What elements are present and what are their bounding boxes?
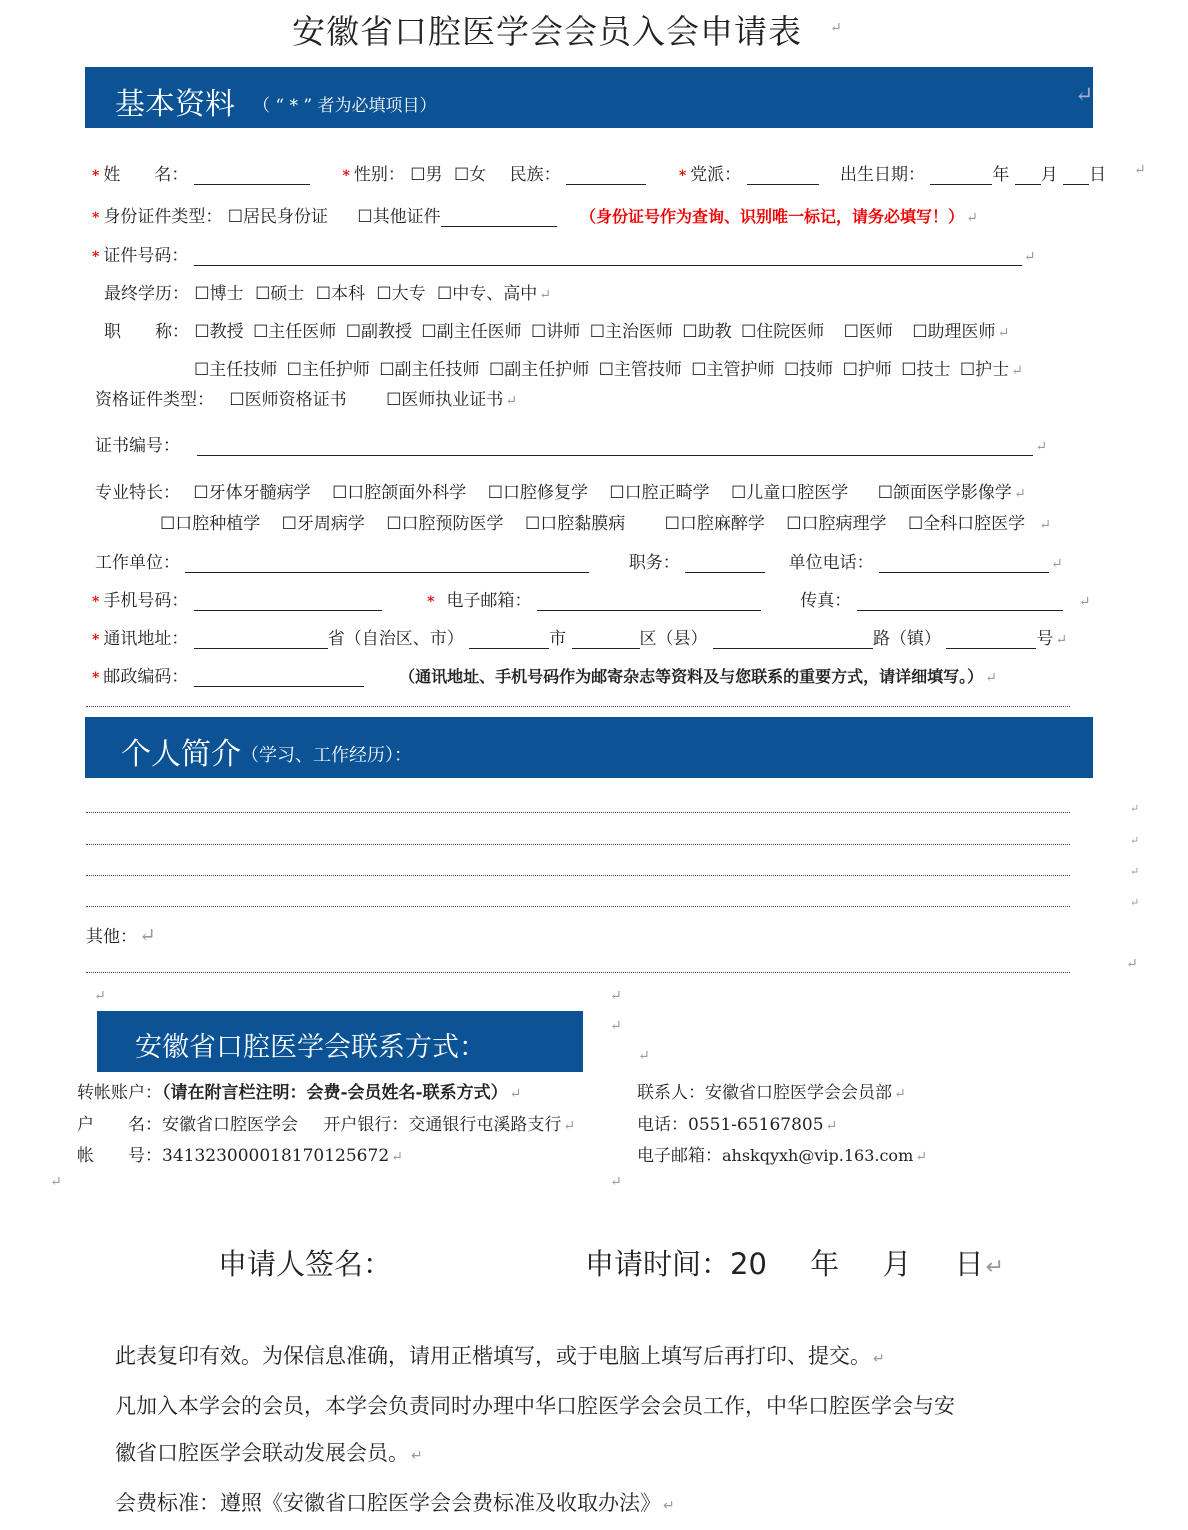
ethnicity-label: 民族： xyxy=(509,165,561,185)
id-number-label: 证件号码： xyxy=(103,246,189,266)
female-checkbox[interactable]: ☐女 xyxy=(453,165,487,185)
contact-person-row: 联系人：安徽省口腔医学会会员部 ↵ xyxy=(637,1083,906,1103)
birth-month-field[interactable] xyxy=(1015,166,1041,185)
contact-email-label: 电子邮箱： xyxy=(637,1146,722,1166)
id-type-label: 身份证件类型： xyxy=(103,207,223,227)
title-option[interactable]: ☐副主任技师 xyxy=(379,360,480,380)
education-bachelor[interactable]: ☐本科 xyxy=(315,284,365,304)
page-title: 安徽省口腔医学会会员入会申请表 xyxy=(292,12,802,51)
account-name-row: 户 名：安徽省口腔医学会 开户银行：交通银行屯溪路支行 ↵ xyxy=(77,1115,576,1135)
cert-physician-practice[interactable]: ☐医师执业证书 xyxy=(386,390,504,410)
other-id-field[interactable] xyxy=(441,208,557,227)
date-row: 申请时间：20 年 月 日↵ xyxy=(585,1247,1005,1281)
account-name: 安徽省口腔医学会 xyxy=(162,1115,298,1135)
postcode-field[interactable] xyxy=(194,668,364,687)
contact-header xyxy=(97,1011,583,1072)
education-doctor[interactable]: ☐博士 xyxy=(194,284,244,304)
transfer-row: 转帐账户：（请在附言栏注明：会费-会员姓名-联系方式） ↵ xyxy=(77,1083,522,1103)
name-label: 姓 名： xyxy=(103,165,189,185)
address-label: 通讯地址： xyxy=(103,629,189,649)
address-note: （通讯地址、手机号码作为邮寄杂志等资料及与您联系的重要方式，请详细填写。） xyxy=(399,667,984,686)
education-secondary[interactable]: ☐中专、高中 xyxy=(437,284,538,304)
month-label: 月 xyxy=(1040,165,1058,185)
year-label: 年 xyxy=(992,165,1010,185)
row-specialty-2: ☐口腔种植学 ☐牙周病学 ☐口腔预防医学 ☐口腔黏膜病 ☐口腔麻醉学 ☐口腔病理学 ☐全科口腔医学 ↵ xyxy=(160,514,1051,534)
gender-label: 性别： xyxy=(353,165,405,185)
title-option[interactable]: ☐讲师 xyxy=(531,322,581,342)
account-number: 341323000018170125672 xyxy=(162,1146,390,1166)
title-option[interactable]: ☐助理医师 xyxy=(912,322,996,342)
row-cert-number: 证书编号： ↵ xyxy=(95,436,1048,456)
specialty-option[interactable]: ☐全科口腔医学 xyxy=(907,514,1026,534)
education-label: 最终学历： xyxy=(104,284,189,304)
district-label: 区（县） xyxy=(639,629,708,649)
year-label: 年 xyxy=(810,1247,840,1281)
city-field[interactable] xyxy=(469,630,549,649)
birth-day-field[interactable] xyxy=(1063,166,1089,185)
transfer-label: 转帐账户： xyxy=(77,1083,162,1103)
city-label: 市 xyxy=(549,629,567,649)
account-number-label: 帐 号： xyxy=(77,1146,162,1166)
district-field[interactable] xyxy=(572,630,640,649)
section-header-profile xyxy=(85,717,1093,778)
row-postcode: * 邮政编码： （通讯地址、手机号码作为邮寄杂志等资料及与您联系的重要方式，请详细填写。） ↵ xyxy=(92,667,997,687)
row-address: * 通讯地址： 省（自治区、市） 市 区（县） 路（镇） 号 ↵ xyxy=(92,629,1068,649)
contact-person-label: 联系人： xyxy=(637,1083,705,1103)
bank-name: 交通银行屯溪路支行 xyxy=(408,1115,562,1135)
cert-type-label: 资格证件类型： xyxy=(95,390,214,410)
day-label: 日 xyxy=(954,1247,984,1281)
other-label: 其他： xyxy=(86,927,137,947)
workplace-field[interactable] xyxy=(185,554,589,573)
title-option[interactable]: ☐教授 xyxy=(194,322,244,342)
party-label: 党派： xyxy=(690,165,742,185)
title-option[interactable]: ☐主管护师 xyxy=(691,360,775,380)
work-phone-field[interactable] xyxy=(879,554,1049,573)
title-option[interactable]: ☐副主任护师 xyxy=(488,360,590,380)
specialty-option[interactable]: ☐儿童口腔医学 xyxy=(731,483,849,503)
title-option[interactable]: ☐主任技师 xyxy=(194,360,278,380)
profile-line[interactable] xyxy=(86,906,1070,907)
account-name-label: 户 名： xyxy=(77,1115,162,1135)
row-workplace: 工作单位： 职务： 单位电话： ↵ xyxy=(95,553,1063,573)
profile-note: （学习、工作经历）： xyxy=(241,745,412,766)
workplace-label: 工作单位： xyxy=(95,553,180,573)
row-specialty-1: 专业特长： ☐牙体牙髓病学 ☐口腔颌面外科学 ☐口腔修复学 ☐口腔正畸学 ☐儿童口腔医学 ☐颌面医学影像学 ↵ xyxy=(95,483,1026,503)
specialty-option[interactable]: ☐口腔病理学 xyxy=(786,514,887,534)
specialty-option[interactable]: ☐口腔颌面外科学 xyxy=(332,483,467,503)
row-education: 最终学历： ☐博士 ☐硕士 ☐本科 ☐大专 ☐中专、高中 ↵ xyxy=(104,284,552,304)
cert-physician-qualification[interactable]: ☐医师资格证书 xyxy=(229,390,347,410)
specialty-option[interactable]: ☐口腔种植学 xyxy=(160,514,261,534)
date-label: 申请时间：20 xyxy=(585,1247,767,1281)
section-title: 基本资料 xyxy=(115,87,235,122)
cert-number-label: 证书编号： xyxy=(95,436,180,456)
divider xyxy=(86,706,1070,707)
specialty-option[interactable]: ☐口腔修复学 xyxy=(487,483,588,503)
signature-row xyxy=(218,1242,392,1283)
postcode-label: 邮政编码： xyxy=(103,667,189,687)
number-field[interactable] xyxy=(946,630,1036,649)
name-field[interactable] xyxy=(194,166,310,185)
contact-email: ahskqyxh@vip.163.com xyxy=(722,1146,914,1165)
fax-field[interactable] xyxy=(857,592,1063,611)
row-titles-2: ☐主任技师 ☐主任护师 ☐副主任技师 ☐副主任护师 ☐主管技师 ☐主管护师 ☐技师 ☐护师 ☐技士 ☐护士 ↵ xyxy=(194,360,1023,380)
title-option[interactable]: ☐技师 xyxy=(783,360,834,380)
id-card-checkbox[interactable]: ☐居民身份证 xyxy=(227,207,328,227)
title-option[interactable]: ☐主任医师 xyxy=(253,322,337,342)
position-field[interactable] xyxy=(685,554,765,573)
title-option[interactable]: ☐主管技师 xyxy=(598,360,682,380)
specialty-label: 专业特长： xyxy=(95,483,180,503)
row-mobile: * 手机号码： * 电子邮箱： 传真： ↵ xyxy=(92,591,1091,611)
title-option[interactable]: ☐技士 xyxy=(901,360,951,380)
other-id-checkbox[interactable]: ☐其他证件 xyxy=(357,207,441,227)
male-checkbox[interactable]: ☐男 xyxy=(410,165,443,185)
account-number-row: 帐 号：341323000018170125672 ↵ xyxy=(77,1146,403,1166)
row-id-type: * 身份证件类型： ☐居民身份证 ☐其他证件 （身份证号作为查询、识别唯一标记，请务必填写！） ↵ xyxy=(92,207,978,227)
email-label: 电子邮箱： xyxy=(446,591,532,611)
contact-person: 安徽省口腔医学会会员部 xyxy=(705,1083,892,1103)
specialty-option[interactable]: ☐口腔麻醉学 xyxy=(664,514,765,534)
phone-label: 电话： xyxy=(637,1115,688,1135)
contact-email-row: 电子邮箱：ahskqyxh@vip.163.com ↵ xyxy=(637,1146,927,1166)
notes xyxy=(115,1333,955,1530)
work-phone-label: 单位电话： xyxy=(788,553,874,573)
note-line: 徽省口腔医学会联动发展会员。 ↵ xyxy=(115,1441,423,1465)
specialty-option[interactable]: ☐口腔黏膜病 xyxy=(524,514,626,534)
contact-title: 安徽省口腔医学会联系方式： xyxy=(135,1032,486,1063)
row-personal: * 姓 名： * 性别： ☐男 ☐女 民族： * 党派： 出生日期： 年 月 日 xyxy=(92,165,1107,185)
applicant-signature-label: 申请人签名： xyxy=(218,1247,393,1281)
profile-line[interactable] xyxy=(86,875,1070,876)
position-label: 职务： xyxy=(628,553,680,573)
month-label: 月 xyxy=(882,1247,912,1281)
email-field[interactable] xyxy=(537,592,761,611)
road-label: 路（镇） xyxy=(872,629,941,649)
province-field[interactable] xyxy=(194,630,328,649)
phone-row: 电话：0551-65167805 ↵ xyxy=(637,1115,838,1135)
province-label: 省（自治区、市） xyxy=(327,629,464,649)
id-note: （身份证号作为查询、识别唯一标记，请务必填写！） xyxy=(580,207,965,226)
specialty-option[interactable]: ☐牙体牙髓病学 xyxy=(193,483,311,503)
party-field[interactable] xyxy=(747,166,819,185)
day-label: 日 xyxy=(1089,165,1107,185)
ethnicity-field[interactable] xyxy=(566,166,646,185)
education-master[interactable]: ☐硕士 xyxy=(255,284,305,304)
title-option[interactable]: ☐护士 xyxy=(959,360,1010,380)
note-line: 会费标准：遵照《安徽省口腔医学会会费标准及收取办法》 ↵ xyxy=(115,1491,675,1515)
note-line: 凡加入本学会的会员，本学会负责同时办理中华口腔医学会会员工作，中华口腔医学会与安 xyxy=(115,1394,955,1418)
cert-number-field[interactable] xyxy=(197,437,1033,456)
title-option[interactable]: ☐助教 xyxy=(682,322,732,342)
title-option[interactable]: ☐住院医师 xyxy=(741,322,825,342)
row-id-number: * 证件号码： ↵ xyxy=(92,246,1036,266)
title-option[interactable]: ☐副教授 xyxy=(345,322,412,342)
specialty-option[interactable]: ☐口腔正畸学 xyxy=(609,483,710,503)
profile-line[interactable] xyxy=(86,844,1070,845)
road-field[interactable] xyxy=(713,630,873,649)
fax-label: 传真： xyxy=(800,591,852,611)
birth-year-field[interactable] xyxy=(930,166,992,185)
transfer-note: （请在附言栏注明：会费-会员姓名-联系方式） xyxy=(162,1083,508,1103)
section-title: 个人简介 xyxy=(121,737,241,772)
bank-label: 开户银行： xyxy=(323,1115,409,1135)
title-option[interactable]: ☐护师 xyxy=(842,360,892,380)
row-cert-type: 资格证件类型： ☐医师资格证书 ☐医师执业证书 ↵ xyxy=(95,390,518,410)
other-row: 其他： ↵ xyxy=(86,923,156,947)
title-option[interactable]: ☐医师 xyxy=(843,322,893,342)
title-option[interactable]: ☐主任护师 xyxy=(286,360,370,380)
birth-label: 出生日期： xyxy=(839,165,925,185)
phone-number: 0551-65167805 xyxy=(688,1115,824,1135)
specialty-option[interactable]: ☐口腔预防医学 xyxy=(386,514,504,534)
mobile-field[interactable] xyxy=(194,592,382,611)
title-option[interactable]: ☐主治医师 xyxy=(589,322,673,342)
education-college[interactable]: ☐大专 xyxy=(376,284,426,304)
note-line: 此表复印有效。为保信息准确，请用正楷填写，或于电脑上填写后再打印、提交。 ↵ xyxy=(115,1344,885,1368)
row-titles-1: 职 称： ☐教授 ☐主任医师 ☐副教授 ☐副主任医师 ☐讲师 ☐主治医师 ☐助教 ☐住院医师 ☐医师 ☐助理医师 ↵ xyxy=(104,322,1010,342)
id-number-field[interactable] xyxy=(194,247,1022,266)
mobile-label: 手机号码： xyxy=(103,591,189,611)
section-header-basic-info: 基本资料 （ “ * ” 者为必填项目） ↵ xyxy=(85,67,1093,128)
specialty-option[interactable]: ☐牙周病学 xyxy=(281,514,365,534)
number-label: 号 xyxy=(1036,629,1054,649)
title-label: 职 称： xyxy=(104,322,189,342)
required-note: （ “ * ” 者为必填项目） xyxy=(253,96,437,116)
title-option[interactable]: ☐副主任医师 xyxy=(421,322,522,342)
other-line[interactable] xyxy=(86,972,1070,973)
profile-line[interactable] xyxy=(86,812,1070,813)
specialty-option[interactable]: ☐颌面医学影像学 xyxy=(877,483,1012,503)
